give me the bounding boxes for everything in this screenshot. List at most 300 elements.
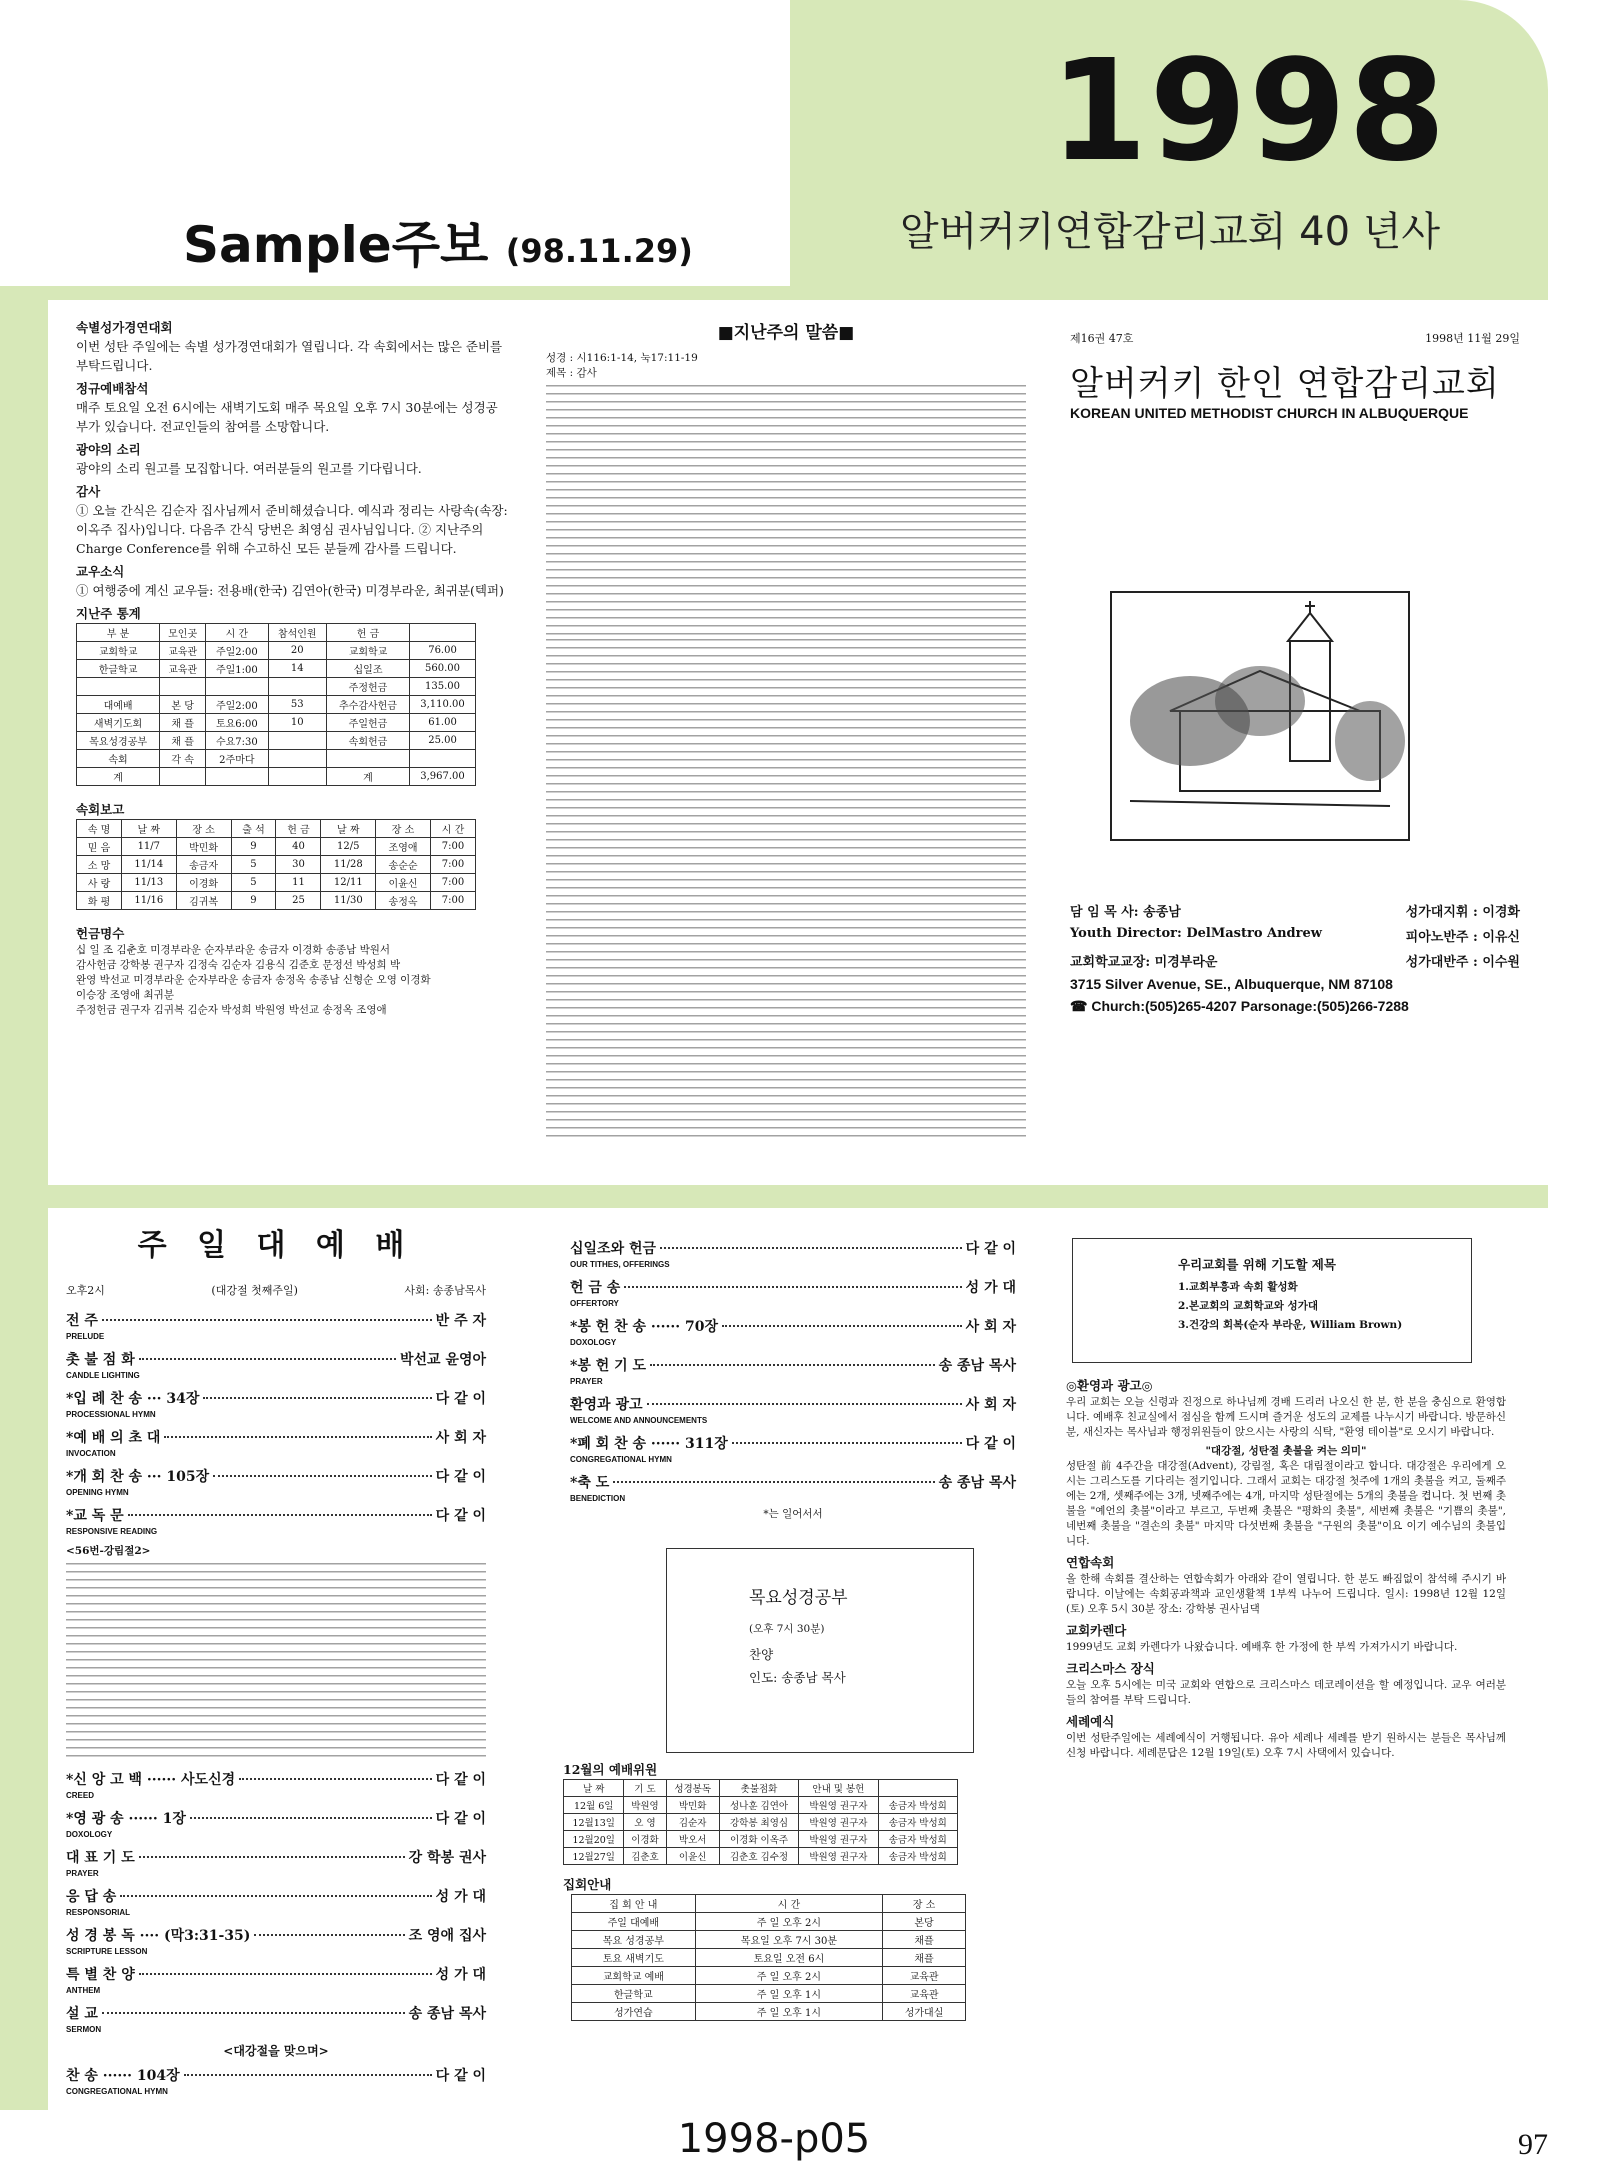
worship-order-item bbox=[570, 1316, 1016, 1338]
worship-order-item bbox=[66, 2003, 486, 2025]
church-address: 3715 Silver Avenue, SE., Albuquerque, NM 87108 bbox=[1070, 976, 1393, 992]
table-header-cell: 장 소 bbox=[376, 820, 431, 838]
staff-row bbox=[1070, 951, 1520, 970]
table-header-cell: 촛불점화 bbox=[719, 1780, 798, 1797]
worship-occasion: (대강절 첫째주일) bbox=[211, 1284, 298, 1297]
table-cell: 3,967.00 bbox=[410, 768, 476, 786]
table-cell: 주 일 오후 1시 bbox=[695, 1985, 882, 2003]
table-row bbox=[572, 1967, 966, 1985]
responsive-reading-text bbox=[66, 1563, 486, 1763]
table-row bbox=[77, 732, 476, 750]
table-cell: 12월27일 bbox=[564, 1848, 624, 1865]
news-text: 광야의 소리 원고를 모집합니다. 여러분들의 원고를 기다립니다. bbox=[76, 461, 422, 476]
table-cell: 성가연습 bbox=[572, 2003, 696, 2021]
worship-order-item bbox=[66, 1388, 486, 1410]
table-row bbox=[77, 856, 476, 874]
staff-left: 담 임 목 사: 송종남 bbox=[1070, 905, 1181, 920]
staff-left: Youth Director: DelMastro Andrew bbox=[1070, 926, 1322, 941]
order-item-english: RESPONSORIAL bbox=[66, 1908, 131, 1917]
order-item-english: DOXOLOGY bbox=[570, 1338, 617, 1347]
order-item-english: SCRIPTURE LESSON bbox=[66, 1947, 148, 1956]
table-row bbox=[564, 1814, 958, 1831]
table-row bbox=[572, 1913, 966, 1931]
table-cell: 교회학교 bbox=[326, 642, 409, 660]
prayer-item: 3.건강의 회복(순자 부라운, William Brown) bbox=[1178, 1319, 1403, 1331]
order-dots bbox=[102, 2012, 405, 2014]
bulletin-inside-panel bbox=[48, 1208, 1548, 2110]
table-cell: 7:00 bbox=[430, 838, 475, 856]
worship-order-final bbox=[66, 2065, 486, 2096]
order-item-label: 찬 송 ······ 104장 bbox=[66, 2068, 180, 2084]
table-cell: 박오서 bbox=[666, 1831, 719, 1848]
table-cell: 11/14 bbox=[121, 856, 176, 874]
order-item-leader: 다 같 이 bbox=[435, 1508, 486, 1524]
advent-title: "대강절, 성탄절 촛불을 켜는 의미" bbox=[1205, 1445, 1367, 1457]
table-cell: 대예배 bbox=[77, 696, 160, 714]
table-header-cell: 부 분 bbox=[77, 624, 160, 642]
table-cell: 135.00 bbox=[410, 678, 476, 696]
staff-row bbox=[1070, 926, 1520, 945]
news-heading: 정규예배참석 bbox=[76, 381, 149, 396]
order-dots bbox=[660, 1247, 962, 1249]
table-cell: 25 bbox=[276, 892, 321, 910]
order-item-english: CANDLE LIGHTING bbox=[66, 1371, 140, 1380]
announcement-heading: 교회카렌다 bbox=[1066, 1623, 1127, 1638]
table-cell: 76.00 bbox=[410, 642, 476, 660]
table-cell: 계 bbox=[326, 768, 409, 786]
table-cell: 이윤신 bbox=[376, 874, 431, 892]
worship-order-item bbox=[66, 1349, 486, 1371]
issue-date: 1998년 11월 29일 bbox=[1425, 332, 1520, 345]
staff-left: 교회학교교장: 미경부라운 bbox=[1070, 955, 1218, 970]
table-row bbox=[77, 678, 476, 696]
table-row bbox=[77, 660, 476, 678]
worship-order-item bbox=[570, 1277, 1016, 1299]
table-cell: 믿 음 bbox=[77, 838, 122, 856]
table-cell: 오 영 bbox=[624, 1814, 666, 1831]
order-item-english: CREED bbox=[66, 1791, 95, 1800]
table-cell: 12월13일 bbox=[564, 1814, 624, 1831]
table-cell bbox=[206, 768, 268, 786]
table-header-cell: 시 간 bbox=[206, 624, 268, 642]
table-cell: 11 bbox=[276, 874, 321, 892]
table-header-cell: 시 간 bbox=[695, 1895, 882, 1913]
order-dots bbox=[647, 1403, 962, 1405]
table-cell: 7:00 bbox=[430, 874, 475, 892]
order-item-english: CONGREGATIONAL HYMN bbox=[66, 2087, 168, 2096]
table-cell: 박원영 권구자 bbox=[799, 1797, 878, 1814]
table-header-cell bbox=[410, 624, 476, 642]
order-item-leader: 송 종남 목사 bbox=[938, 1475, 1016, 1491]
table-cell: 토요 새벽기도 bbox=[572, 1949, 696, 1967]
order-item-english: OFFERTORY bbox=[570, 1299, 619, 1308]
table-row bbox=[572, 1949, 966, 1967]
sermon-subject: 제목 : 감사 bbox=[546, 367, 597, 379]
order-dots bbox=[139, 1358, 396, 1360]
order-item-label: 설 교 bbox=[66, 2006, 98, 2022]
table-cell: 성나훈 김연아 bbox=[719, 1797, 798, 1814]
table-cell: 소 망 bbox=[77, 856, 122, 874]
announcements-column bbox=[1066, 1376, 1506, 1761]
order-item-leader: 사 회 자 bbox=[965, 1319, 1016, 1335]
order-item-english: PRELUDE bbox=[66, 1332, 105, 1341]
order-dots bbox=[164, 1436, 431, 1438]
order-item-leader: 성 가 대 bbox=[965, 1280, 1016, 1296]
table-cell: 5 bbox=[231, 856, 276, 874]
order-item-label: 응 답 송 bbox=[66, 1889, 117, 1905]
table-cell: 11/13 bbox=[121, 874, 176, 892]
table-cell: 이경화 이옥주 bbox=[719, 1831, 798, 1848]
table-row bbox=[77, 714, 476, 732]
table-header-row bbox=[564, 1780, 958, 1797]
table-cell: 김춘호 bbox=[624, 1848, 666, 1865]
announcement-text: 오늘 오후 5시에는 미국 교회와 연합으로 크리스마스 데코레이션을 할 예정입니다. 교우 여러분들의 참여를 부탁 드립니다. bbox=[1066, 1679, 1506, 1706]
offer-line: 완영 박선교 미경부라운 순자부라운 송금자 송정옥 송종남 신형순 오영 이경화 bbox=[76, 974, 431, 986]
worship-order-part2 bbox=[66, 1769, 486, 2034]
table-header-cell: 헌 금 bbox=[276, 820, 321, 838]
order-item-label: *입 례 찬 송 ··· 34장 bbox=[66, 1391, 200, 1407]
order-item-leader: 사 회 자 bbox=[965, 1397, 1016, 1413]
table-cell: 교육관 bbox=[160, 660, 206, 678]
table-header-cell: 장 소 bbox=[176, 820, 231, 838]
sermon-title: ■지난주의 말씀■ bbox=[717, 323, 855, 343]
order-item-english: ANTHEM bbox=[66, 1986, 101, 1995]
order-dots bbox=[203, 1397, 431, 1399]
table-row bbox=[77, 696, 476, 714]
table-cell: 성가대실 bbox=[883, 2003, 966, 2021]
news-list bbox=[76, 318, 508, 600]
stats-table bbox=[76, 623, 476, 786]
order-dots bbox=[254, 1934, 404, 1936]
table-cell: 새벽기도회 bbox=[77, 714, 160, 732]
table-cell: 2주마다 bbox=[206, 750, 268, 768]
worship-order-item bbox=[66, 1769, 486, 1791]
order-item-label: *예 배 의 초 대 bbox=[66, 1430, 161, 1446]
order-item-leader: 다 같 이 bbox=[435, 2068, 486, 2084]
sok-table bbox=[76, 819, 476, 910]
bible-study-time: (오후 7시 30분) bbox=[749, 1623, 825, 1635]
offering-column bbox=[570, 1238, 1016, 1522]
worship-time: 오후2시 bbox=[66, 1284, 105, 1297]
announcement-heading: 연합속회 bbox=[1066, 1555, 1115, 1570]
prayer-list bbox=[1178, 1278, 1471, 1335]
order-dots bbox=[732, 1442, 962, 1444]
news-text: 매주 토요일 오전 6시에는 새벽기도회 매주 목요일 오후 7시 30분에는 성경공부가 있습니다. 전교인들의 참여를 소망합니다. bbox=[76, 400, 498, 434]
worship-title: 주 일 대 예 배 bbox=[137, 1228, 415, 1263]
church-phones: ☎ Church:(505)265-4207 Parsonage:(505)266-7288 bbox=[1070, 998, 1409, 1014]
table-cell: 목요 성경공부 bbox=[572, 1931, 696, 1949]
table-cell: 채 플 bbox=[160, 732, 206, 750]
table-cell: 본당 bbox=[883, 1913, 966, 1931]
table-cell: 교회학교 bbox=[77, 642, 160, 660]
table-cell bbox=[268, 732, 326, 750]
table-cell: 주 일 오후 2시 bbox=[695, 1913, 882, 1931]
order-item-leader: 송 종남 목사 bbox=[938, 1358, 1016, 1374]
table-cell: 주일1:00 bbox=[206, 660, 268, 678]
table-header-cell: 날 짜 bbox=[564, 1780, 624, 1797]
schedule-column bbox=[563, 1760, 1013, 2021]
table-cell: 11/30 bbox=[321, 892, 376, 910]
table-cell: 십일조 bbox=[326, 660, 409, 678]
december-title: 12월의 예배위원 bbox=[563, 1762, 658, 1777]
table-header-cell: 시 간 bbox=[430, 820, 475, 838]
staff-right: 성가대반주 : 이수원 bbox=[1405, 955, 1520, 970]
table-cell bbox=[326, 750, 409, 768]
order-dots bbox=[613, 1481, 934, 1483]
announcement-list bbox=[1066, 1553, 1506, 1761]
year-title: 1998 bbox=[1050, 30, 1448, 193]
order-item-leader: 성 가 대 bbox=[435, 1889, 486, 1905]
table-cell: 채 플 bbox=[160, 714, 206, 732]
table-cell bbox=[206, 678, 268, 696]
church-drawing bbox=[1110, 591, 1410, 841]
order-item-label: *교 독 문 bbox=[66, 1508, 124, 1524]
table-cell: 화 평 bbox=[77, 892, 122, 910]
table-cell: 40 bbox=[276, 838, 321, 856]
table-cell: 30 bbox=[276, 856, 321, 874]
table-cell: 김춘호 김수정 bbox=[719, 1848, 798, 1865]
order-item-leader: 다 같 이 bbox=[435, 1811, 486, 1827]
bible-study-box bbox=[666, 1548, 974, 1753]
table-header-cell: 안내 및 봉헌 bbox=[799, 1780, 878, 1797]
table-cell: 교육관 bbox=[883, 1985, 966, 2003]
worship-order-part1 bbox=[66, 1310, 486, 1536]
order-dots bbox=[120, 1895, 431, 1897]
worship-order-item bbox=[66, 2065, 486, 2087]
sermon-verse: 성경 : 시116:1-14, 눅17:11-19 bbox=[546, 352, 698, 364]
news-heading: 교우소식 bbox=[76, 564, 125, 579]
worship-order-item bbox=[66, 1808, 486, 1830]
table-cell: 7:00 bbox=[430, 892, 475, 910]
table-header-cell: 속 명 bbox=[77, 820, 122, 838]
sample-title bbox=[183, 205, 693, 277]
table-row bbox=[77, 874, 476, 892]
worship-order-item bbox=[66, 1886, 486, 1908]
order-dots bbox=[239, 1778, 432, 1780]
staff-right: 성가대지휘 : 이경화 bbox=[1405, 905, 1520, 920]
offer-line: 감사헌금 강학봉 권구자 김정숙 김순자 김용식 김준호 문정선 박성희 박 bbox=[76, 959, 401, 971]
cover-column bbox=[1070, 330, 1520, 1015]
order-item-english: CONGREGATIONAL HYMN bbox=[570, 1455, 672, 1464]
prayer-item: 1.교회부흥과 속회 활성화 bbox=[1178, 1281, 1298, 1293]
page-number: 97 bbox=[1518, 2128, 1548, 2161]
table-cell: 9 bbox=[231, 838, 276, 856]
order-dots bbox=[102, 1319, 432, 1321]
table-header-row bbox=[572, 1895, 966, 1913]
footer-title: 1998-p05 bbox=[677, 2116, 871, 2162]
table-cell: 9 bbox=[231, 892, 276, 910]
table-cell: 채플 bbox=[883, 1949, 966, 1967]
table-cell: 주일헌금 bbox=[326, 714, 409, 732]
table-cell: 20 bbox=[268, 642, 326, 660]
worship-order-item bbox=[66, 1964, 486, 1986]
table-row bbox=[572, 2003, 966, 2021]
offer-title: 헌금명수 bbox=[76, 926, 125, 941]
staff-right: 피아노반주 : 이유신 bbox=[1405, 930, 1520, 945]
order-item-label: 촛 불 점 화 bbox=[66, 1352, 135, 1368]
welcome-title: ◎환영과 광고◎ bbox=[1066, 1378, 1153, 1393]
news-column bbox=[76, 318, 508, 1018]
sermon-body-text bbox=[546, 385, 1026, 1143]
order-dots bbox=[184, 2074, 432, 2076]
order-item-english: INVOCATION bbox=[66, 1449, 116, 1458]
worship-order-item bbox=[66, 1310, 486, 1332]
order-dots bbox=[213, 1475, 432, 1477]
table-cell bbox=[268, 678, 326, 696]
table-cell bbox=[77, 678, 160, 696]
table-cell: 한글학교 bbox=[77, 660, 160, 678]
table-cell: 25.00 bbox=[410, 732, 476, 750]
table-cell: 김순자 bbox=[666, 1814, 719, 1831]
order-item-label: *봉 헌 찬 송 ······ 70장 bbox=[570, 1319, 719, 1335]
table-header-cell: 날 짜 bbox=[321, 820, 376, 838]
table-cell: 박원영 권구자 bbox=[799, 1848, 878, 1865]
worship-order-item bbox=[570, 1238, 1016, 1260]
order-item-label: *개 회 찬 송 ··· 105장 bbox=[66, 1469, 210, 1485]
table-row bbox=[572, 1985, 966, 2003]
order-item-english: WELCOME AND ANNOUNCEMENTS bbox=[570, 1416, 708, 1425]
table-cell: 채플 bbox=[883, 1931, 966, 1949]
table-cell: 박민화 bbox=[666, 1797, 719, 1814]
prayer-item: 2.본교회의 교회학교와 성가대 bbox=[1178, 1300, 1318, 1312]
table-row bbox=[77, 768, 476, 786]
order-item-leader: 다 같 이 bbox=[965, 1436, 1016, 1452]
table-cell: 53 bbox=[268, 696, 326, 714]
table-row bbox=[564, 1848, 958, 1865]
table-cell: 12월 6일 bbox=[564, 1797, 624, 1814]
advent-text: 성탄절 前 4주간을 대강절(Advent), 강림절, 혹은 대림절이라고 합니다. 대강절은 우리에게 오시는 그리스도를 기다리는 절기입니다. 그래서 교회는 대강절 첫주에 1개의 촛불을 켜고, 둘째주에는 2개, 셋째주에는 3개, 넷째주에는 4개, 마지막 성탄절에는 5개의 촛불을 켭니다. 첫 번째 촛불을 "예언의 촛불"이라고 부르고, 두번째 촛불은 "평화의 촛불", 세번째 촛불은 "기쁨의 촛불", 네번째 촛불을 "결손의 촛불" 마지막 다섯번째 촛불을 "구원의 촛불"이요 이기 예수님의 촛불입니다. bbox=[1066, 1460, 1506, 1547]
order-item-english: DOXOLOGY bbox=[66, 1830, 113, 1839]
news-text: ① 여행중에 계신 교우들: 전용배(한국) 김연아(한국) 미경부라운, 최귀분(텍퍼) bbox=[76, 583, 504, 598]
order-item-label: *축 도 bbox=[570, 1475, 610, 1491]
table-cell: 송금자 박성희 bbox=[878, 1814, 957, 1831]
order-item-leader: 성 가 대 bbox=[435, 1967, 486, 1983]
order-item-label: 특 별 찬 양 bbox=[66, 1967, 135, 1983]
order-item-leader: 다 같 이 bbox=[435, 1469, 486, 1485]
order-item-label: 대 표 기 도 bbox=[66, 1850, 135, 1866]
table-cell: 김귀복 bbox=[176, 892, 231, 910]
table-cell: 송금자 박성희 bbox=[878, 1831, 957, 1848]
table-cell: 사 랑 bbox=[77, 874, 122, 892]
announcement-heading: 세례예식 bbox=[1066, 1714, 1115, 1729]
table-cell: 이경화 bbox=[176, 874, 231, 892]
table-cell: 송금자 박성희 bbox=[878, 1848, 957, 1865]
table-cell: 송순순 bbox=[376, 856, 431, 874]
table-cell: 주일2:00 bbox=[206, 642, 268, 660]
table-cell: 11/28 bbox=[321, 856, 376, 874]
worship-order-item bbox=[66, 1466, 486, 1488]
table-cell: 주일2:00 bbox=[206, 696, 268, 714]
announcement-text: 올 한해 속회를 결산하는 연합속회가 아래와 같이 열립니다. 한 분도 빠짐없이 참석해 주시기 바랍니다. 이날에는 속회공과책과 교인생활책 1부씩 나누어 드립니다. 일시: 1998년 12월 12일(토) 오후 5시 30분 장소: 강학봉 권사님댁 bbox=[1066, 1573, 1506, 1615]
table-header-cell: 참석인원 bbox=[268, 624, 326, 642]
december-table bbox=[563, 1779, 958, 1865]
table-header-cell bbox=[878, 1780, 957, 1797]
table-cell: 송금자 bbox=[176, 856, 231, 874]
table-cell: 11/16 bbox=[121, 892, 176, 910]
order-dots bbox=[624, 1286, 961, 1288]
table-cell: 7:00 bbox=[430, 856, 475, 874]
order-dots bbox=[190, 1817, 432, 1819]
meetings-table bbox=[571, 1894, 966, 2021]
standing-note: *는 일어서서 bbox=[763, 1508, 823, 1520]
table-cell: 주정헌금 bbox=[326, 678, 409, 696]
table-header-cell: 집 회 안 내 bbox=[572, 1895, 696, 1913]
table-cell: 10 bbox=[268, 714, 326, 732]
table-header-cell: 장 소 bbox=[883, 1895, 966, 1913]
offer-line: 십 일 조 김춘호 미경부라운 순자부라운 송금자 이경화 송종남 박원서 bbox=[76, 944, 391, 956]
table-cell: 송금자 박성희 bbox=[878, 1797, 957, 1814]
worship-order-item bbox=[570, 1433, 1016, 1455]
announcement-text: 이번 성탄주일에는 세례예식이 거행됩니다. 유아 세례나 세례를 받기 원하시는 분들은 목사님께 신청 바랍니다. 세례문답은 12월 19일(토) 오후 7시 사택에서 있습니다. bbox=[1066, 1732, 1506, 1759]
order-item-label: 헌 금 송 bbox=[570, 1280, 621, 1296]
table-cell: 박원영 bbox=[624, 1797, 666, 1814]
table-row bbox=[572, 1931, 966, 1949]
prayer-box bbox=[1072, 1238, 1472, 1363]
worship-order-item bbox=[66, 1427, 486, 1449]
order-item-english: SERMON bbox=[66, 2025, 102, 2034]
order-item-english: OUR TITHES, OFFERINGS bbox=[570, 1260, 670, 1269]
table-cell: 목요일 오후 7시 30분 bbox=[695, 1931, 882, 1949]
table-row bbox=[77, 642, 476, 660]
staff-list bbox=[1070, 901, 1520, 970]
table-cell: 강학봉 최영심 bbox=[719, 1814, 798, 1831]
table-header-row bbox=[77, 624, 476, 642]
table-cell: 5 bbox=[231, 874, 276, 892]
table-header-cell: 날 짜 bbox=[121, 820, 176, 838]
order-item-label: 십일조와 헌금 bbox=[570, 1241, 657, 1257]
table-cell: 주 일 오후 2시 bbox=[695, 1967, 882, 1985]
news-text: 이번 성탄 주일에는 속별 성가경연대회가 열립니다. 각 속회에서는 많은 준비를 부탁드립니다. bbox=[76, 339, 503, 373]
table-cell: 목요성경공부 bbox=[77, 732, 160, 750]
sample-date: (98.11.29) bbox=[505, 232, 693, 270]
order-item-leader: 다 같 이 bbox=[435, 1772, 486, 1788]
meetings-title: 집회안내 bbox=[563, 1877, 612, 1892]
worship-order-part3 bbox=[570, 1238, 1016, 1503]
cover-church-name: 알버커키 한인 연합감리교회 bbox=[1070, 364, 1500, 404]
table-cell: 61.00 bbox=[410, 714, 476, 732]
church-history-title: 알버커키연합감리교회 40 년사 bbox=[900, 209, 1441, 255]
table-cell: 각 속 bbox=[160, 750, 206, 768]
order-item-leader: 송 종남 목사 bbox=[408, 2006, 486, 2022]
order-item-english: OPENING HYMN bbox=[66, 1488, 129, 1497]
table-cell bbox=[268, 750, 326, 768]
table-header-row bbox=[77, 820, 476, 838]
order-item-label: *봉 헌 기 도 bbox=[570, 1358, 647, 1374]
table-cell: 박원영 권구자 bbox=[799, 1814, 878, 1831]
table-cell: 토요일 오전 6시 bbox=[695, 1949, 882, 1967]
table-cell: 12/5 bbox=[321, 838, 376, 856]
table-cell bbox=[410, 750, 476, 768]
table-cell bbox=[160, 768, 206, 786]
table-row bbox=[564, 1831, 958, 1848]
table-cell: 14 bbox=[268, 660, 326, 678]
order-item-label: 성 경 봉 독 ···· (막3:31-35) bbox=[66, 1928, 251, 1944]
stats-title: 지난주 통계 bbox=[76, 606, 141, 621]
sermon-title-worship: <대강절을 맞으며> bbox=[223, 2044, 329, 2058]
order-item-leader: 강 학봉 권사 bbox=[408, 1850, 486, 1866]
announcement-text: 1999년도 교회 카렌다가 나왔습니다. 예배후 한 가정에 한 부씩 가져가시기 바랍니다. bbox=[1066, 1641, 1458, 1653]
order-item-english: RESPONSIVE READING bbox=[66, 1527, 158, 1536]
worship-order-item bbox=[66, 1847, 486, 1869]
reading-title: <56번-강림절2> bbox=[66, 1545, 151, 1557]
issue-number: 제16권 47호 bbox=[1070, 332, 1134, 345]
table-cell: 조영애 bbox=[376, 838, 431, 856]
order-item-english: PRAYER bbox=[66, 1869, 99, 1878]
offer-line: 주정헌금 권구자 김귀복 김순자 박성희 박원영 박선교 송정옥 조영애 bbox=[76, 1004, 387, 1016]
news-heading: 속별성가경연대회 bbox=[76, 320, 173, 335]
table-cell: 교육관 bbox=[883, 1967, 966, 1985]
order-item-english: PROCESSIONAL HYMN bbox=[66, 1410, 156, 1419]
